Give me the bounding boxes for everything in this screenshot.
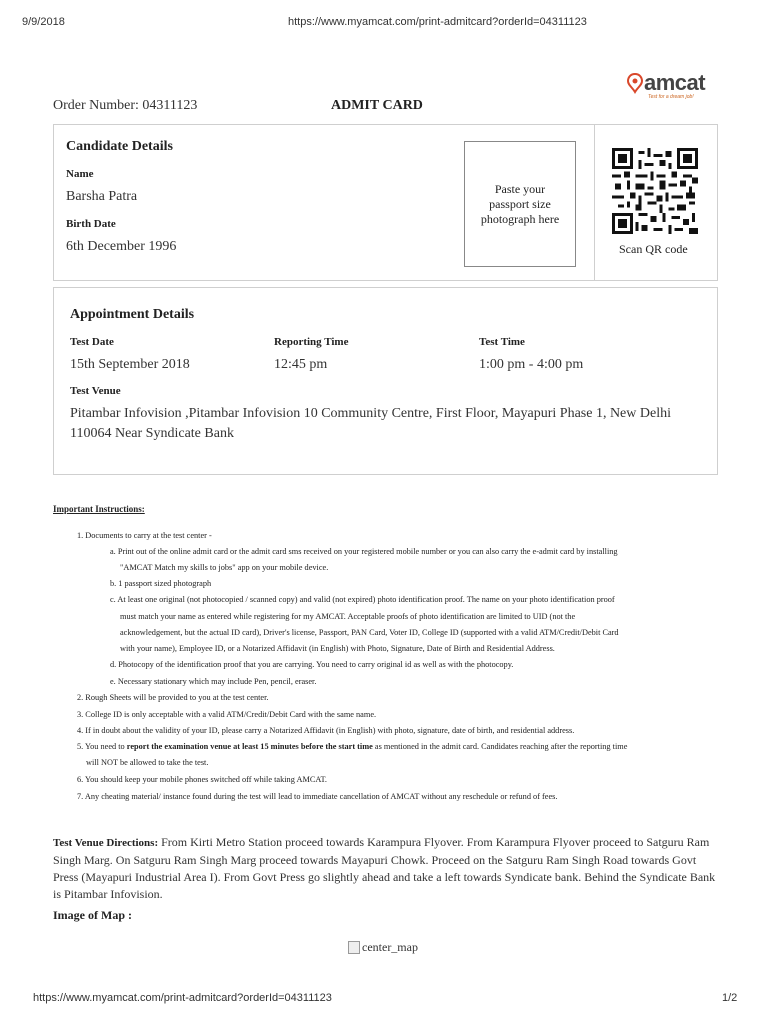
birth-date-label: Birth Date [66, 218, 116, 230]
broken-image-icon [348, 941, 360, 954]
instruction-line: e. Necessary stationary which may include Pen, pencil, eraser. [110, 677, 317, 686]
instruction-line: b. 1 passport sized photograph [110, 579, 212, 588]
test-time: 1:00 pm - 4:00 pm [479, 357, 584, 372]
name-label: Name [66, 168, 94, 180]
instruction-line: will NOT be allowed to take the test. [86, 758, 209, 767]
amcat-logo [626, 72, 706, 100]
page-number: 1/2 [722, 992, 738, 1004]
print-url: https://www.myamcat.com/print-admitcard?orderId=04311123 [288, 16, 587, 28]
instruction-line: 1. Documents to carry at the test center - [77, 531, 212, 540]
logo-text: amcat [644, 70, 706, 95]
map-alt-text: center_map [362, 940, 418, 954]
birth-date: 6th December 1996 [66, 239, 177, 254]
test-date-label: Test Date [70, 336, 114, 348]
test-venue-label: Test Venue [70, 385, 121, 397]
logo-tagline: Test for a dream job! [648, 94, 694, 100]
order-number: Order Number: 04311123 [53, 98, 198, 113]
instruction-line: "AMCAT Match my skills to jobs" app on your mobile device. [120, 563, 329, 572]
instruction-text: as mentioned in the admit card. Candidates reaching after the reporting time [372, 742, 628, 751]
instruction-line: c. At least one original (not photocopied / scanned copy) and valid (not expired) photo identification proof. The name on your photo identification proof [110, 595, 615, 604]
instructions-heading: Important Instructions: [53, 504, 145, 514]
instruction-line: 7. Any cheating material/ instance found during the test will lead to immediate cancellation of AMCAT without any reschedule or refund of fees. [77, 792, 558, 801]
candidate-heading: Candidate Details [66, 139, 173, 154]
photo-placeholder [464, 141, 576, 267]
qr-code-icon [612, 148, 698, 234]
qr-caption: Scan QR code [619, 242, 688, 256]
directions-text: From Kirti Metro Station proceed towards Karampura Flyover. From Karampura Flyover proceed to Satguru Ram Singh Marg. On Satguru Ram Singh Marg proceed towards Mayapuri Chowk. Proceed on the Satguru Ram Singh Road towards Govt Press (Mayapuri Industrial Area I). From Govt Press go slightly ahead and take a left towards Syndicate bank. Behind the Syndicate Bank is Pitambar Infovision. [53, 835, 716, 901]
appointment-heading: Appointment Details [70, 307, 195, 322]
instruction-text: 5. You need to [77, 742, 127, 751]
directions-label: Test Venue Directions: [53, 837, 159, 849]
instruction-line: with your name), Employee ID, or a Notarized Affidavit (in English) with Photo, Signature, Date of Birth and Residential Address. [120, 644, 555, 653]
instruction-emphasis: report the examination venue at least 15 minutes before the start time [126, 742, 373, 751]
instruction-line: d. Photocopy of the identification proof that you are carrying. You need to carry original id as well as with the photocopy. [110, 660, 514, 669]
reporting-time-label: Reporting Time [274, 336, 349, 348]
instruction-line: 3. College ID is only acceptable with a valid ATM/Credit/Debit Card with the same name. [77, 710, 377, 719]
page-title: ADMIT CARD [331, 98, 423, 113]
map-image [348, 940, 418, 955]
instruction-line: acknowledgement, but the actual ID card), Driver's license, Passport, PAN Card, Voter ID, College ID (supported with a valid ATM/Credit/Debit Card [120, 628, 619, 637]
instruction-line: must match your name as entered while registering for my AMCAT. Acceptable proofs of photo identification are limited to UID (not the [120, 612, 576, 621]
print-date: 9/9/2018 [22, 16, 65, 28]
instruction-line: a. Print out of the online admit card or the admit card sms received on your registered mobile number or you can also carry the e-admit card by installing [110, 547, 618, 556]
amcat-logo-icon [626, 72, 644, 94]
instruction-line-5 [77, 739, 627, 755]
test-date: 15th September 2018 [70, 357, 190, 372]
divider [594, 125, 595, 280]
candidate-name: Barsha Patra [66, 189, 138, 204]
footer-url: https://www.myamcat.com/print-admitcard?orderId=04311123 [33, 992, 332, 1004]
instruction-line: 4. If in doubt about the validity of your ID, please carry a Notarized Affidavit (in English) with photo, signature, date of birth, and residential address. [77, 726, 575, 735]
instruction-line: 6. You should keep your mobile phones switched off while taking AMCAT. [77, 775, 327, 784]
reporting-time: 12:45 pm [274, 357, 328, 372]
instruction-line: 2. Rough Sheets will be provided to you at the test center. [77, 693, 269, 702]
venue-directions [53, 834, 723, 903]
photo-placeholder-text: Paste your passport size photograph here [480, 181, 560, 226]
test-time-label: Test Time [479, 336, 525, 348]
test-venue: Pitambar Infovision ,Pitambar Infovision 10 Community Centre, First Floor, Mayapuri Phase 1, New Delhi 110064 Near Syndicate Bank [70, 406, 671, 441]
map-heading: Image of Map : [53, 908, 132, 922]
